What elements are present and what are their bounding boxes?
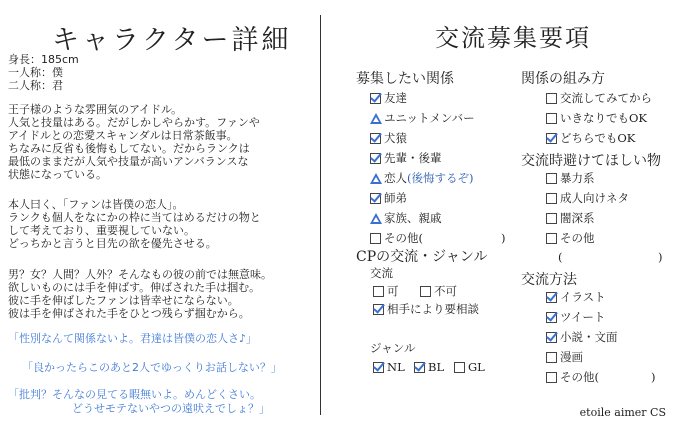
cp-option-not-allowed[interactable]: [420, 283, 457, 299]
avoid-heading: 交流時避けてほしい物: [521, 153, 661, 169]
relation-option-mentor[interactable]: [370, 188, 506, 208]
relation-option-friend[interactable]: [370, 88, 506, 108]
option-note: (後悔するぞ): [407, 171, 474, 185]
relation-option-lover[interactable]: [370, 168, 506, 188]
text-line: 本人曰く、「ファンは皆僕の恋人」。: [8, 198, 184, 211]
unchecked-box-icon[interactable]: [546, 193, 557, 204]
quote-2: 「良かったらこのあと2人でゆっくりお話しない？」: [22, 361, 282, 374]
profile-second-person: 二人称：君: [8, 79, 63, 92]
relation-option-senpai-kouhai[interactable]: [370, 148, 506, 168]
unchecked-box-icon[interactable]: [546, 213, 557, 224]
option-label: 交流してみてから: [560, 91, 652, 105]
combination-heading: 関係の組み方: [521, 71, 605, 87]
option-label: 家族、親戚: [384, 211, 442, 225]
text-line: 王子様のような雰囲気のアイドル。: [8, 103, 183, 116]
relation-heading: 募集したい関係: [356, 71, 454, 87]
relation-option-unit-member[interactable]: [370, 108, 506, 128]
option-label: いきなりでもOK: [560, 111, 648, 125]
cp-option-allowed[interactable]: [373, 283, 399, 299]
relation-list: [370, 88, 506, 248]
description-paragraph-3: [8, 268, 272, 320]
checked-box-icon[interactable]: [546, 312, 557, 323]
option-label: 闇深系: [560, 211, 595, 225]
avoid-option-violence[interactable]: [546, 168, 629, 188]
option-label: 友達: [384, 91, 407, 105]
checked-box-icon[interactable]: [546, 133, 557, 144]
combination-option-after-exchange[interactable]: [546, 88, 652, 108]
combination-option-either[interactable]: [546, 128, 652, 148]
cp-option-depends[interactable]: [373, 301, 479, 317]
genre-option-gl[interactable]: [454, 360, 485, 374]
combination-list: [546, 88, 652, 148]
method-option-illustration[interactable]: [546, 287, 656, 307]
unchecked-box-icon[interactable]: [546, 173, 557, 184]
combination-option-immediately[interactable]: [546, 108, 652, 128]
unchecked-box-icon[interactable]: [546, 352, 557, 363]
option-label: NL: [387, 360, 405, 374]
text-line: 彼は手を伸ばされた手をひとつ残らず掴むから。: [8, 307, 250, 320]
checked-box-icon[interactable]: [370, 193, 381, 204]
option-label: 恋人: [384, 171, 407, 185]
option-label: 不可: [434, 284, 457, 298]
cp-heading: CPの交流・ジャンル: [356, 249, 488, 265]
quote-1: 「性別なんて関係ないよ。君達は皆僕の恋人さ♪」: [8, 332, 258, 345]
quote-3-continued: どうせモテないやつの遠吠えでしょ？」: [72, 402, 270, 415]
option-label: 暴力系: [560, 171, 595, 185]
quote-3: 「批判？そんなの見てる暇無いよ。めんどくさい。: [8, 388, 261, 401]
unchecked-box-icon[interactable]: [546, 372, 557, 383]
text-line: アイドルとの恋愛スキャンダルは日常茶飯事。: [8, 129, 238, 142]
avoid-list: [546, 168, 629, 248]
unchecked-box-icon[interactable]: [546, 233, 557, 244]
cp-exchange-label: 交流: [370, 266, 393, 280]
triangle-icon[interactable]: [370, 173, 382, 184]
option-label: 先輩・後輩: [384, 151, 442, 165]
relation-option-rival[interactable]: [370, 128, 506, 148]
avoid-option-adult[interactable]: [546, 188, 629, 208]
method-heading: 交流方法: [521, 272, 577, 288]
unchecked-box-icon[interactable]: [546, 93, 557, 104]
checked-box-icon[interactable]: [370, 93, 381, 104]
text-line: して考えており、重要視していない。: [8, 224, 195, 237]
unchecked-box-icon[interactable]: [370, 233, 381, 244]
option-label: 小説・文面: [560, 330, 618, 344]
option-label: 漫画: [560, 350, 583, 364]
option-label: その他: [560, 231, 595, 245]
text-line: 男？女？人間？人外？そんなもの彼の前では無意味。: [8, 268, 272, 281]
option-label: どちらでもOK: [560, 131, 636, 145]
genre-option-nl[interactable]: [373, 360, 405, 374]
method-option-other[interactable]: [546, 367, 656, 387]
method-option-novel[interactable]: [546, 327, 656, 347]
method-option-manga[interactable]: [546, 347, 656, 367]
text-line: 状態になっている。: [8, 168, 107, 181]
avoid-other-paren-open: (: [558, 250, 563, 264]
profile-first-person: 一人称：僕: [8, 66, 63, 79]
avoid-option-dark[interactable]: [546, 208, 629, 228]
option-label: 可: [387, 284, 399, 298]
triangle-icon[interactable]: [370, 113, 382, 124]
option-suffix: ): [651, 370, 656, 384]
description-paragraph-2: [8, 198, 261, 250]
profile-height: 身長：185cm: [8, 53, 79, 66]
unchecked-box-icon[interactable]: [373, 286, 384, 297]
option-label: GL: [468, 360, 485, 374]
option-label: BL: [428, 360, 445, 374]
option-label: 成人向けネタ: [560, 191, 629, 205]
option-label: 犬猿: [384, 131, 407, 145]
checked-box-icon[interactable]: [546, 292, 557, 303]
relation-option-family[interactable]: [370, 208, 506, 228]
option-label: その他(: [384, 231, 423, 245]
checked-box-icon[interactable]: [546, 332, 557, 343]
option-label: イラスト: [560, 290, 606, 304]
recruitment-title: 交流募集要項: [435, 24, 591, 52]
footer-credit: etoile aimer CS: [579, 406, 666, 419]
option-label: その他(: [560, 370, 599, 384]
avoid-other-paren-close: ): [658, 250, 663, 264]
text-line: ちなみに反省も後悔もしてない。だからランクは: [8, 142, 250, 155]
method-list: [546, 287, 656, 387]
unchecked-box-icon[interactable]: [420, 286, 431, 297]
genre-label: ジャンル: [370, 341, 416, 355]
checked-box-icon[interactable]: [373, 362, 384, 373]
description-paragraph-1: [8, 103, 260, 181]
checked-box-icon[interactable]: [414, 362, 425, 373]
option-suffix: ): [501, 231, 506, 245]
profile-block: [8, 53, 79, 92]
text-line: ランクも個人をなにかの枠に当てはめるだけの物と: [8, 211, 261, 224]
column-divider: [320, 15, 321, 415]
checked-box-icon[interactable]: [373, 304, 384, 315]
checked-box-icon[interactable]: [370, 153, 381, 164]
text-line: どっちかと言うと目先の欲を優先させる。: [8, 237, 217, 250]
relation-option-other[interactable]: [370, 228, 506, 248]
character-detail-title: キャラクター詳細: [52, 25, 292, 56]
text-line: 彼に手を伸ばしたファンは皆幸せにならない。: [8, 294, 239, 307]
option-label: ツイート: [560, 310, 606, 324]
text-line: 人気と技量はある。だがしかしやらかす。ファンや: [8, 116, 260, 129]
text-line: 欲しいものには手を伸ばす。伸ばされた手は掴む。: [8, 281, 261, 294]
genre-option-bl[interactable]: [414, 360, 444, 374]
avoid-option-other[interactable]: [546, 228, 629, 248]
unchecked-box-icon[interactable]: [454, 362, 465, 373]
method-option-tweet[interactable]: [546, 307, 656, 327]
option-label: 相手により要相談: [387, 302, 479, 316]
text-line: 最低のままだが人気や技量が高いアンバランスな: [8, 155, 249, 168]
unchecked-box-icon[interactable]: [546, 113, 557, 124]
option-label: ユニットメンバー: [384, 111, 475, 125]
checked-box-icon[interactable]: [370, 133, 381, 144]
option-label: 師弟: [384, 191, 407, 205]
triangle-icon[interactable]: [370, 213, 382, 224]
